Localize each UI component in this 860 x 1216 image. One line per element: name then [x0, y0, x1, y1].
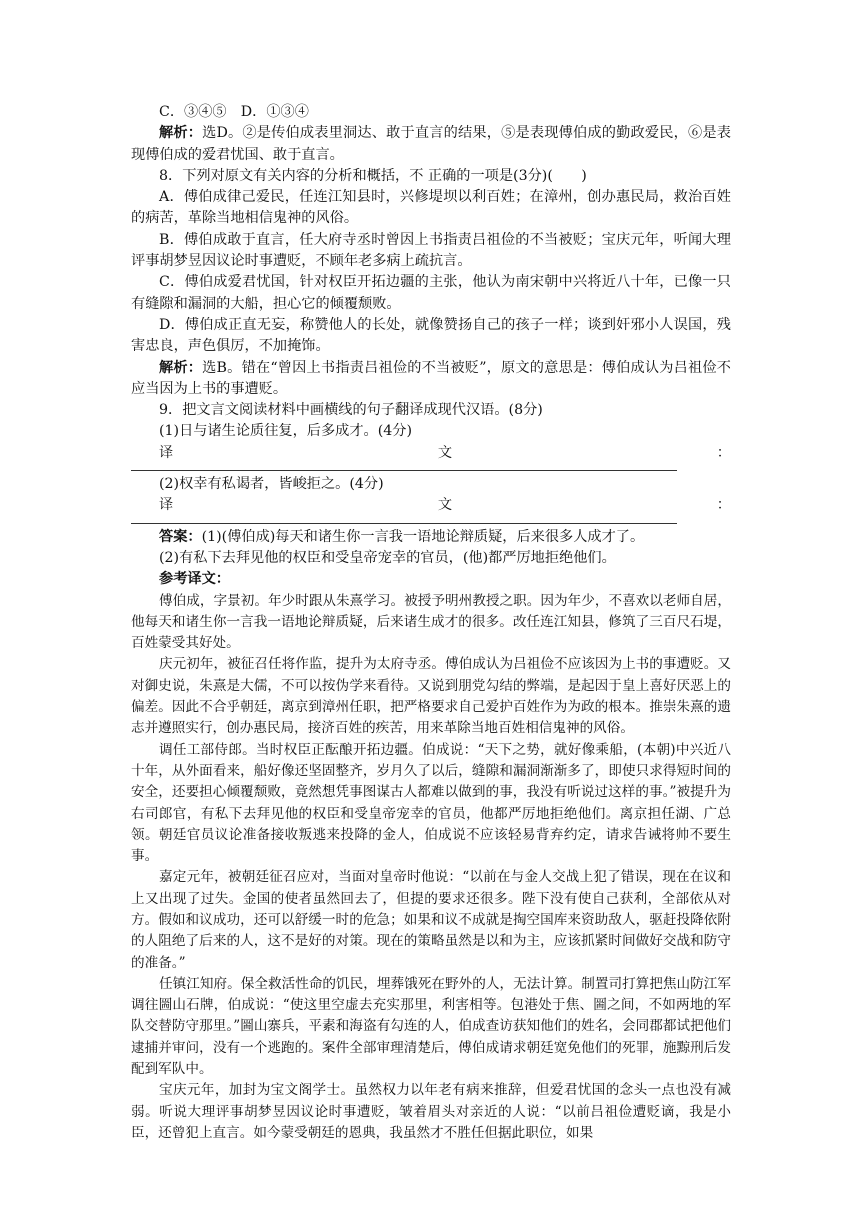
ref-paragraph: 调任工部侍郎。当时权臣正酝酿开拓边疆。伯成说：“天下之势，就好像乘船，(本朝)中兴近八十年，从外面看来，船好像还坚固整齐，岁月久了以后，缝隙和漏洞渐渐多了，即使只求得短时间的安全，还要担心倾覆颓败，竟然想凭事图谋古人都难以做到的事，我没有听说过这样的事。”被提升为右司郎官，有私下去拜见他的权臣和受皇帝宠幸的官员，他都严厉地拒绝他们。离京担任湖、广总领。朝廷官员议论准备接收叛逃来投降的金人，伯成说不应该轻易背弃约定，请求告诫将帅不要生事。	[131, 741, 731, 865]
q8-option-a: A．傅伯成律己爱民，任连江知县时，兴修堤坝以利百姓；在漳州，创办惠民局，救治百姓的病苦，革除当地相信鬼神的风俗。	[131, 189, 731, 227]
answer-2: (2)有私下去拜见他的权臣和受皇帝宠幸的官员，(他)都严厉地拒绝他们。	[159, 549, 616, 566]
answer-1	[131, 527, 731, 548]
answer-underline-2	[131, 517, 677, 524]
translation-blank-1[interactable]	[131, 443, 731, 464]
reference-translation-label: 参考译文：	[159, 571, 230, 588]
q8-option-d: D．傅伯成正直无妄，称赞他人的长处，就像赞扬自己的孩子一样；谈到奸邪小人误国，残害忠良，声色俱厉，不加掩饰。	[131, 316, 731, 355]
ref-paragraph: 嘉定元年，被朝廷征召应对，当面对皇帝时他说：“以前在与金人交战上犯了错误，现在在议和上又出现了过失。金国的使者虽然回去了，但提的要求还很多。陛下没有使自己获利，全部依从对方。假如和议成功，还可以舒缓一时的危急；如果和议不成就是掏空国库来资助敌人，驱赶投降依附的人阻绝了后来的人，这不是好的对策。现在的策略虽然是以和为主，应该抓紧时间做好交战和防守的准备。”	[131, 869, 731, 971]
fill-label-yi: 译	[159, 444, 174, 461]
fill-label-colon: ：	[716, 497, 731, 514]
explain-label: 解析：	[159, 125, 203, 142]
q7-options: C．③④⑤ D．①③④	[159, 104, 309, 120]
translation-blank-2[interactable]	[131, 495, 731, 516]
ref-paragraph: 傅伯成，字景初。年少时跟从朱熹学习。被授予明州教授之职。因为年少，不喜欢以老师自居，他每天和诸生你一言我一语地论辩质疑，后来诸生成才的很多。改任连江知县，修筑了三百尺石堤，百姓蒙受其好处。	[131, 592, 731, 652]
q9-stem: 9．把文言文阅读材料中画横线的句子翻译成现代汉语。(8分)	[159, 402, 543, 419]
answer-underline-1	[131, 464, 677, 471]
ref-paragraph: 宝庆元年，加封为宝文阁学士。虽然权力以年老有病来推辞，但爱君忧国的念头一点也没有减弱。听说大理评事胡梦昱因议论时事遭贬，皱着眉头对亲近的人说：“以前吕祖俭遭贬谪，我是小臣，还曾犯上直言。如今蒙受朝廷的恩典，我虽然才不胜任但据此职位，如果	[131, 1082, 731, 1141]
explain-text: 选B。错在“曾因上书指责吕祖俭的不当被贬”，原文的意思是：傅伯成认为吕祖俭不应当因为上书的事遭贬。	[131, 359, 731, 397]
q7-explanation	[131, 123, 731, 166]
q8-option-b: B．傅伯成敢于直言，任大府寺丞时曾因上书指责吕祖俭的不当被贬；宝庆元年，听闻大理评事胡梦昱因议论时事遭贬，不顾年老多病上疏抗言。	[131, 231, 731, 270]
fill-label-colon: ：	[716, 444, 731, 461]
answer-label: 答案：	[159, 528, 202, 545]
q8-explanation	[131, 358, 731, 401]
q9-item-2: (2)权幸有私谒者，皆峻拒之。(4分)	[159, 476, 384, 493]
explain-label: 解析：	[159, 359, 203, 376]
q9-item-1: (1)日与诸生论质往复，后多成才。(4分)	[159, 423, 413, 440]
fill-label-yi: 译	[159, 497, 174, 514]
q8-option-c: C．傅伯成爱君忧国，针对权臣开拓边疆的主张，他认为南宋朝中兴将近八十年，已像一只有缝隙和漏洞的大船，担心它的倾覆颓败。	[131, 274, 731, 312]
fill-label-wen: 文	[437, 497, 453, 514]
document-page	[131, 102, 731, 1144]
answer-text: (1)(傅伯成)每天和诸生你一言我一语地论辩质疑，后来很多人成才了。	[201, 528, 645, 545]
ref-paragraph: 任镇江知府。保全救活性命的饥民，埋葬饿死在野外的人，无法计算。制置司打算把焦山防江军调往圌山石牌，伯成说：“使这里空虚去充实那里，利害相等。包港处于焦、圌之间，不如两地的军队交替防守那里。”圌山寨兵，平素和海盗有勾连的人，伯成查访获知他们的姓名，会同郡都试把他们逮捕并审问，没有一个逃跑的。案件全部审理清楚后，傅伯成请求朝廷宽免他们的死罪，施黥刑后发配到军队中。	[131, 975, 731, 1078]
explain-text: 选D。②是传伯成表里洞达、敢于直言的结果，⑤是表现傅伯成的勤政爱民，⑥是表现傅伯成的爱君忧国、敢于直言。	[131, 125, 731, 163]
fill-label-wen: 文	[437, 444, 453, 461]
q8-stem: 8．下列对原文有关内容的分析和概括，不 正确的一项是(3分)( )	[159, 167, 587, 184]
ref-paragraph: 庆元初年，被征召任将作监，提升为太府寺丞。傅伯成认为吕祖俭不应该因为上书的事遭贬。又对御史说，朱熹是大儒，不可以按伪学来看待。又说到朋党勾结的弊端，是起因于皇上喜好厌恶上的偏差。因此不合乎朝廷，离京到漳州任职，把严格要求自己爱护百姓作为为政的根本。推崇朱熹的遗志并遵照实行，创办惠民局，接济百姓的疾苦，用来革除当地百姓相信鬼神的风俗。	[131, 656, 731, 737]
